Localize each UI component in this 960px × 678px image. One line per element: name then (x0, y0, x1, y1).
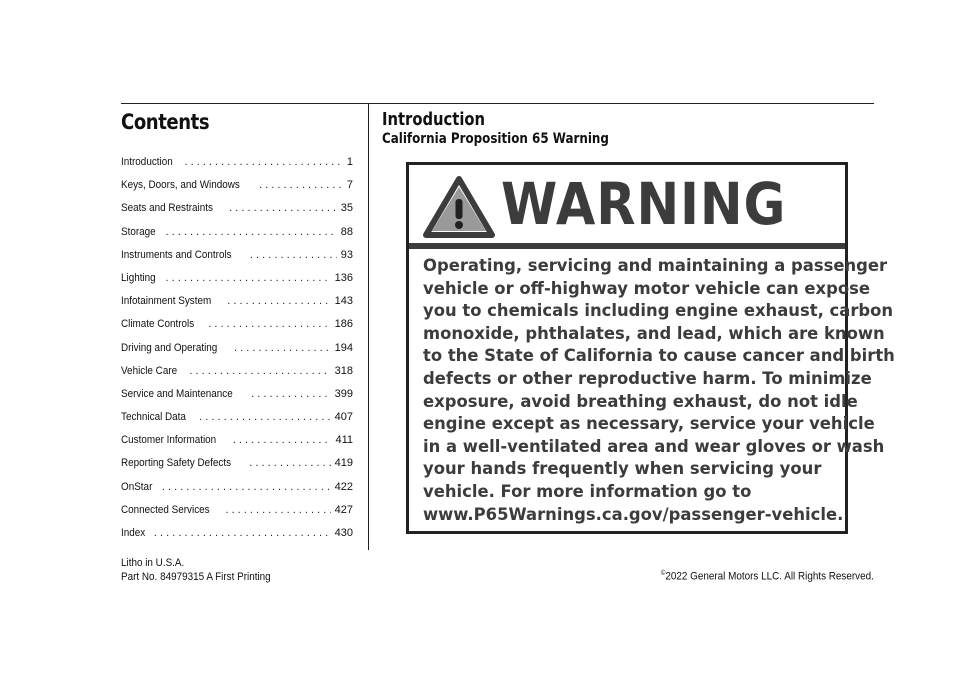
toc-page: 411 (335, 434, 353, 447)
toc-leader-dots (229, 202, 337, 214)
column-divider (368, 104, 369, 550)
toc-leader-dots (233, 434, 332, 446)
toc-item[interactable] (121, 504, 353, 527)
toc-label: Index (121, 527, 146, 539)
toc-page: 427 (334, 503, 353, 516)
toc-page: 35 (340, 202, 353, 215)
toc-item[interactable] (121, 342, 353, 365)
toc-leader-dots (166, 226, 337, 238)
toc-page: 1 (346, 156, 353, 168)
toc-label: Infotainment System (121, 295, 212, 308)
toc-item[interactable] (121, 365, 353, 388)
warning-line: exposure, avoid breathing exhaust, do not idle (423, 391, 858, 412)
toc-label: Technical Data (121, 411, 186, 424)
toc-page: 419 (334, 457, 353, 470)
introduction-title: Introduction (382, 109, 486, 130)
warning-line: you to chemicals including engine exhaust, carbon (423, 301, 894, 322)
top-rule (121, 103, 874, 104)
warning-line: monoxide, phthalates, and lead, which are known (423, 323, 885, 344)
toc-label: Customer Information (121, 434, 217, 447)
toc-item[interactable] (121, 457, 353, 480)
toc-item[interactable] (121, 272, 353, 295)
toc-label: Driving and Operating (121, 341, 218, 354)
toc-item[interactable] (121, 318, 353, 341)
toc-label: Introduction (121, 156, 173, 168)
warning-triangle-icon (423, 175, 495, 239)
toc-label: Service and Maintenance (121, 387, 233, 400)
toc-leader-dots (208, 318, 330, 330)
warning-line: your hands frequently when servicing your (423, 459, 822, 480)
toc-leader-dots (234, 342, 331, 354)
toc-page: 88 (340, 225, 353, 238)
toc-page: 430 (334, 527, 353, 539)
copyright-notice (661, 570, 874, 583)
toc-leader-dots (199, 411, 330, 423)
toc-page: 136 (334, 271, 353, 284)
table-of-contents (121, 156, 353, 550)
warning-text (423, 255, 895, 526)
toc-item[interactable] (121, 434, 353, 457)
warning-header (409, 165, 845, 243)
toc-page: 194 (334, 341, 353, 354)
toc-leader-dots (162, 481, 331, 493)
warning-line: defects or other reproductive harm. To minimize (423, 368, 872, 389)
copyright-symbol: © (660, 570, 666, 577)
toc-leader-dots (251, 388, 331, 400)
warning-line: vehicle. For more information go to (423, 481, 752, 502)
toc-leader-dots (249, 457, 330, 469)
toc-label: OnStar (121, 480, 153, 493)
warning-line: Operating, servicing and maintaining a passenger (423, 256, 888, 276)
toc-label: Reporting Safety Defects (121, 457, 232, 470)
toc-page: 399 (334, 387, 353, 400)
warning-heading: WARNING (501, 170, 787, 238)
copyright-text: 2022 General Motors LLC. All Rights Reserved. (665, 570, 874, 583)
warning-line: in a well-ventilated area and wear gloves or wash (423, 436, 885, 457)
contents-title: Contents (121, 110, 210, 134)
toc-label: Climate Controls (121, 318, 195, 331)
toc-page: 143 (334, 295, 353, 308)
toc-leader-dots (166, 272, 331, 284)
toc-item[interactable] (121, 527, 353, 550)
warning-divider (409, 243, 845, 249)
warning-line: engine except as necessary, service your vehicle (423, 414, 875, 435)
toc-item[interactable] (121, 179, 353, 202)
toc-item[interactable] (121, 226, 353, 249)
toc-item[interactable] (121, 411, 353, 434)
toc-leader-dots (184, 156, 342, 168)
prop65-warning-box (406, 162, 895, 534)
toc-page: 422 (334, 480, 353, 493)
toc-label: Seats and Restraints (121, 202, 213, 215)
toc-item[interactable] (121, 295, 353, 318)
warning-line: www.P65Warnings.ca.gov/passenger-vehicle. (423, 504, 844, 525)
litho-text: Litho in U.S.A. (121, 557, 185, 569)
toc-item[interactable] (121, 388, 353, 411)
toc-label: Connected Services (121, 503, 210, 516)
toc-label: Instruments and Controls (121, 248, 232, 261)
toc-page: 407 (334, 411, 353, 424)
toc-leader-dots (154, 527, 331, 539)
toc-item[interactable] (121, 249, 353, 272)
warning-line: vehicle or off-highway motor vehicle can expose (423, 278, 870, 299)
toc-item[interactable] (121, 202, 353, 225)
toc-page: 93 (340, 248, 353, 261)
prop65-subtitle: California Proposition 65 Warning (382, 131, 609, 147)
toc-leader-dots (259, 179, 343, 191)
toc-leader-dots (227, 295, 330, 307)
toc-page: 186 (334, 318, 353, 331)
toc-leader-dots (189, 365, 330, 377)
toc-page: 318 (334, 364, 353, 377)
toc-label: Storage (121, 225, 156, 238)
toc-page: 7 (346, 179, 353, 192)
toc-label: Vehicle Care (121, 364, 178, 377)
toc-item[interactable] (121, 481, 353, 504)
warning-line: to the State of California to cause cancer and birth (423, 346, 895, 367)
printing-info (121, 556, 271, 584)
part-number: Part No. 84979315 A First Printing (121, 571, 271, 583)
toc-label: Keys, Doors, and Windows (121, 179, 240, 192)
toc-label: Lighting (121, 271, 156, 284)
toc-leader-dots (225, 504, 330, 516)
toc-item[interactable] (121, 156, 353, 179)
toc-leader-dots (250, 249, 337, 261)
